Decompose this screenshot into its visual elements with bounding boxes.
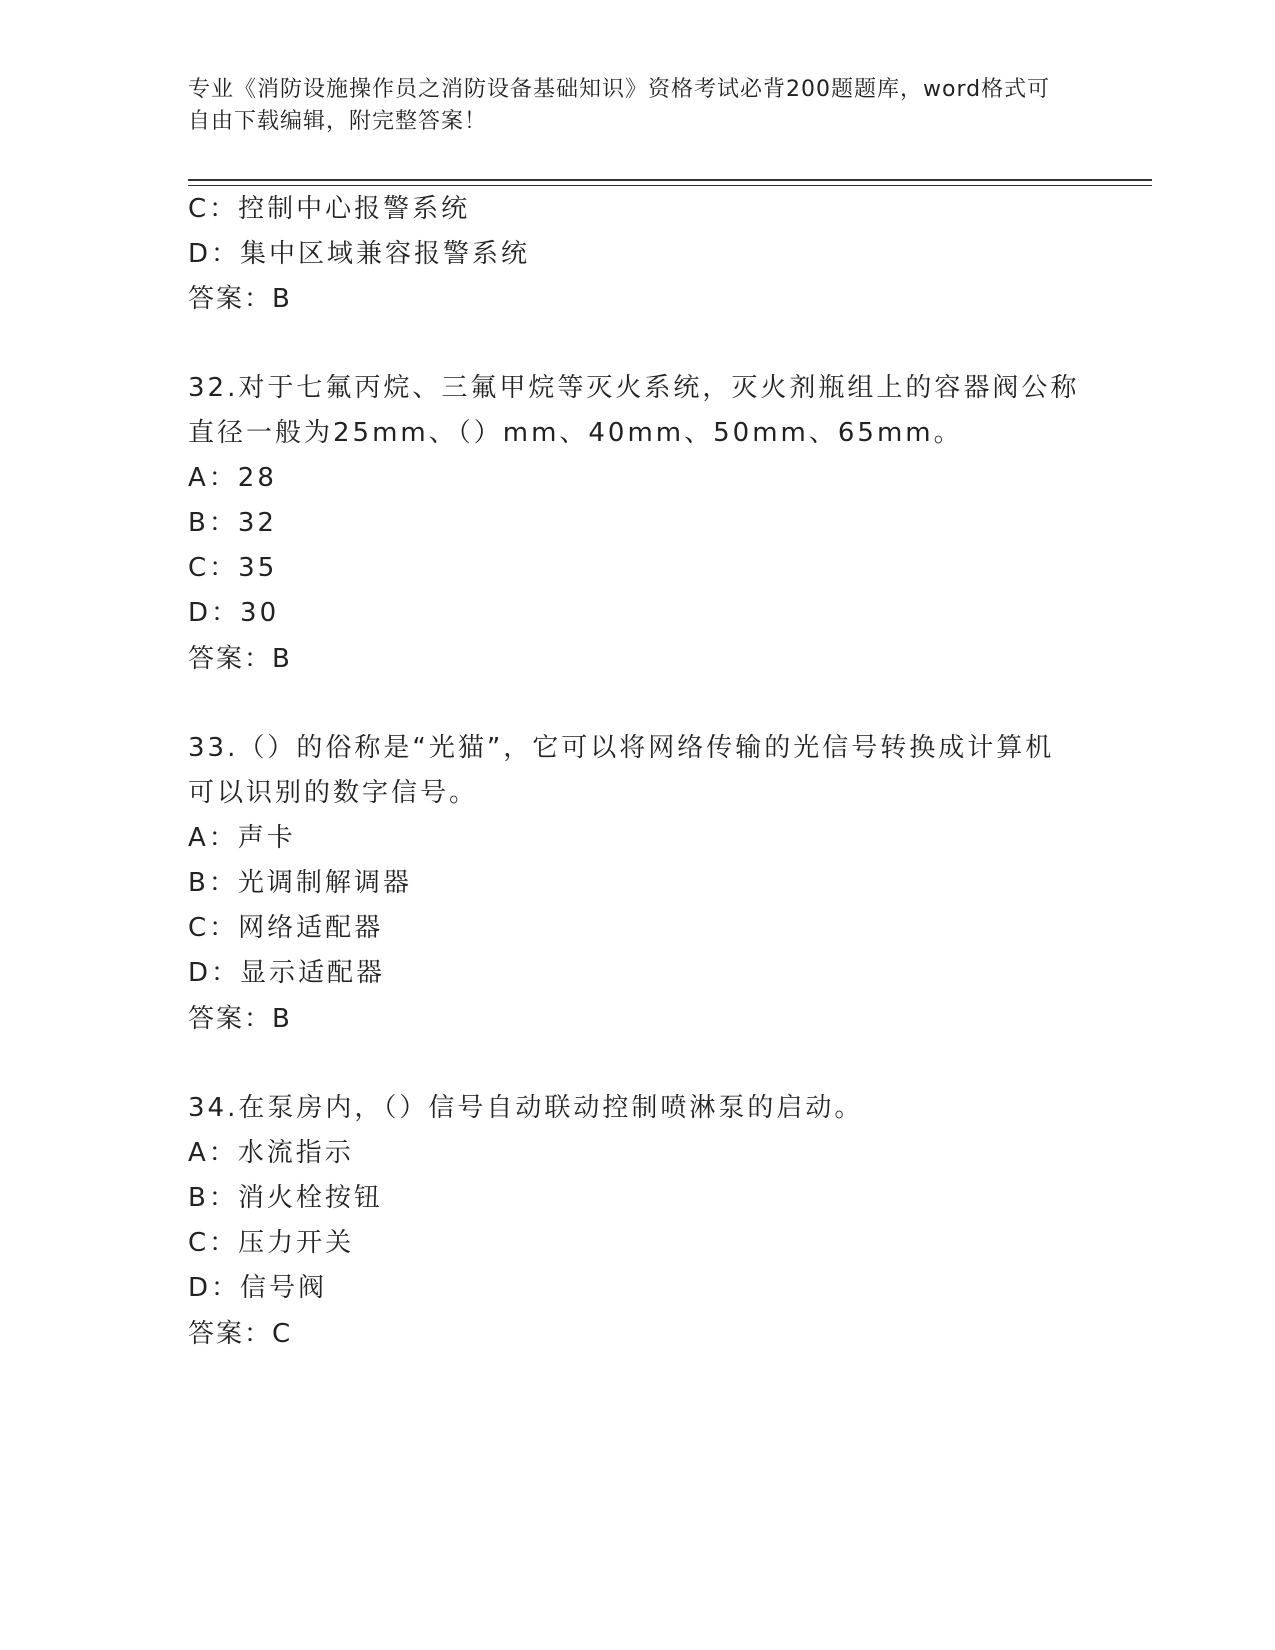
question-33-option-b: B：光调制解调器: [188, 868, 412, 898]
header-divider-thick: [188, 179, 1152, 181]
question-33-stem-cont: 可以识别的数字信号。: [188, 778, 479, 808]
question-34-option-b: B：消火栓按钮: [188, 1183, 383, 1213]
question-34-option-a: A：水流指示: [188, 1138, 354, 1168]
question-33-answer: 答案：B: [188, 1004, 292, 1034]
question-32-answer: 答案：B: [188, 644, 292, 674]
question-32-option-b: B：32: [188, 508, 277, 538]
question-34-answer: 答案：C: [188, 1319, 293, 1349]
question-32-stem: 32.对于七氟丙烷、三氟甲烷等灭火系统，灭火剂瓶组上的容器阀公称: [188, 373, 1080, 403]
question-33-option-a: A：声卡: [188, 823, 296, 853]
question-32-option-c: C：35: [188, 553, 278, 583]
option-d: D：集中区域兼容报警系统: [188, 239, 531, 269]
question-34-option-c: C：压力开关: [188, 1228, 355, 1258]
question-32-stem-cont: 直径一般为25mm、（）mm、40mm、50mm、65mm。: [188, 418, 963, 448]
page-header: 专业《消防设施操作员之消防设备基础知识》资格考试必背200题题库，word格式可自由下载编辑，附完整答案！: [188, 77, 1051, 134]
question-32-option-d: D：30: [188, 598, 280, 628]
option-c: C：控制中心报警系统: [188, 194, 471, 224]
question-32-option-a: A：28: [188, 463, 277, 493]
question-34-option-d: D：信号阀: [188, 1273, 328, 1303]
answer-label: 答案：B: [188, 284, 292, 314]
question-33-stem: 33.（）的俗称是“光猫”，它可以将网络传输的光信号转换成计算机: [188, 733, 1055, 763]
question-33-option-d: D：显示适配器: [188, 958, 386, 988]
question-33-option-c: C：网络适配器: [188, 913, 384, 943]
question-34-stem: 34.在泵房内，（）信号自动联动控制喷淋泵的启动。: [188, 1093, 864, 1123]
